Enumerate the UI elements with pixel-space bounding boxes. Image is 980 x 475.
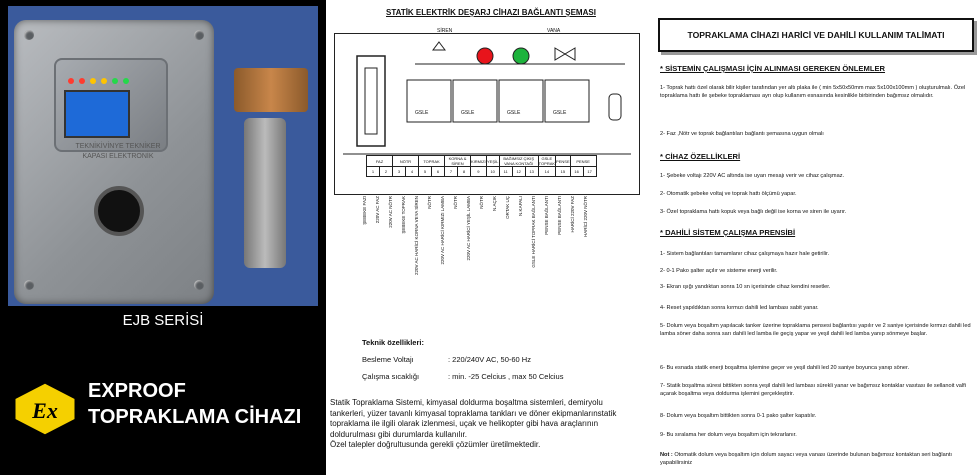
section-title-text: * DAHİLİ SİSTEM ÇALIŞMA PRENSİBİ xyxy=(660,228,796,237)
section-title xyxy=(660,64,885,73)
bolt-icon xyxy=(194,30,204,40)
grounding-cabinet xyxy=(14,20,214,304)
device-name-line1: EXPROOF xyxy=(88,380,186,402)
terminal-description: GSLE HARİCİ TOPRAK BAĞLANTI xyxy=(531,196,536,268)
spec-row xyxy=(362,368,563,385)
list-item: 2- 0-1 Pako şalter açılır ve sisteme enerji verilir. xyxy=(660,268,778,274)
terminal-number: 9 xyxy=(471,167,487,177)
terminal-group: KORNA & SİREN xyxy=(445,156,471,167)
terminal-description: ŞEBEKE TOPRAK xyxy=(401,196,406,234)
list-item: 4- Reset yapıldıktan sonra kırmızı dahili led lambası sabit yanar. xyxy=(660,305,819,311)
list-item: 5- Dolum veya boşaltım yapılacak tanker üzerine topraklama pensesi bağlantısı yapılır ve 2 saniye içerisinde kırmızı dahili led lamba söner daha sonra sarı dahili led lamba ile geçiş yapar ve yeşil dahili led lamba yanıp sönmeye başlar. xyxy=(660,323,971,337)
instructions-title: TOPRAKLAMA CİHAZI HARİCİ VE DAHİLİ KULLANIM TALİMATI xyxy=(658,18,974,52)
specs-title: Teknik özellikleri: xyxy=(362,338,424,347)
spec-row xyxy=(362,351,563,368)
bolt-icon xyxy=(24,30,34,40)
terminal-number: 16 xyxy=(570,167,583,177)
terminal-number: 15 xyxy=(556,167,571,177)
spec-value: : 220/240V AC, 50-60 Hz xyxy=(448,355,531,364)
terminal-number-row xyxy=(367,167,597,177)
note-label: Not : xyxy=(660,452,673,458)
ex-atex-logo-icon xyxy=(12,380,78,438)
list-item: 1- Şebeke voltajı 220V AC altında ise uyarı mesajı verir ve cihaz çalışmaz. xyxy=(660,173,845,179)
red-led-icon xyxy=(79,78,85,84)
terminal-description: 220V AC HARİCİ KORNA VEYA SİREN xyxy=(414,196,419,275)
green-led-icon xyxy=(112,78,118,84)
terminal-group-row xyxy=(367,156,597,167)
terminal-number: 5 xyxy=(419,167,432,177)
terminal-description: ORTAK UÇ xyxy=(505,196,510,219)
green-led-icon xyxy=(123,78,129,84)
list-item: 7- Statik boşaltma süresi bittikten sonra yeşil dahili led lambası sürekli yanar ve bağımsız kontaklar vasıtası ile sellanoit valfi açarak boşaltma veya doldurma işlemini gerçekleştirir. xyxy=(660,383,966,397)
section-title-text: * SİSTEMİN ÇALIŞMASI İÇİN ALINMASI GEREKEN ÖNLEMLER xyxy=(660,64,886,73)
list-item: 2- Faz ,Nötr ve toprak bağlantıları bağlantı şemasına uygun olmalı xyxy=(660,131,824,137)
terminal-description: 220V AC HARİCİ KIRMIZI LAMBA xyxy=(440,196,445,265)
rotary-switch-icon xyxy=(94,186,144,236)
terminal-number: 13 xyxy=(525,167,538,177)
terminal-number: 4 xyxy=(406,167,419,177)
nameplate xyxy=(48,142,188,166)
terminal-number: 10 xyxy=(486,167,499,177)
terminal-number: 7 xyxy=(445,167,458,177)
series-label: EJB SERİSİ xyxy=(122,312,204,329)
note xyxy=(660,451,976,467)
section-title xyxy=(660,228,795,237)
terminal-number: 2 xyxy=(380,167,393,177)
status-leds xyxy=(68,78,129,84)
technical-specs xyxy=(362,334,563,385)
terminal-description: 220V AC FAZ xyxy=(375,196,380,224)
description-text: Statik Topraklama Sistemi, kimyasal doldurma boşaltma sistemleri, demiryolu tankerleri, yüzer tavanlı kimyasal topraklama tankları ve döner ekipmanlarınstatik topraklama ile ilgili olarak izlenmesi, uçak ve helikopter gibi hava araçlarının doldurulması gibi durumlarda kullanılır. xyxy=(330,398,617,439)
terminal-description: N.KAPALI xyxy=(518,196,523,216)
terminal-group: PENSE xyxy=(556,156,571,167)
bolt-icon xyxy=(24,280,34,290)
section-title-text: * CİHAZ ÖZELLİKLERİ xyxy=(660,152,741,161)
terminal-description: HARİCİ 220V NÖTR xyxy=(583,196,588,238)
relay-label: GSLE xyxy=(461,110,475,116)
terminal-number: 8 xyxy=(458,167,471,177)
lcd-screen xyxy=(64,90,130,138)
terminal-group: PENSE xyxy=(570,156,596,167)
terminal-number: 12 xyxy=(512,167,525,177)
terminal-group: FAZ xyxy=(367,156,393,167)
terminal-table xyxy=(366,155,597,177)
terminal-number: 1 xyxy=(367,167,380,177)
instructions-panel xyxy=(650,0,980,475)
note-text: Otomatik dolum veya boşaltım için dolum sayacı veya vanası üzerinde bulunan bağımsız kontaktan seri bağlantı yapabilirsiniz xyxy=(660,452,952,466)
yellow-led-icon xyxy=(90,78,96,84)
svg-text:Ex: Ex xyxy=(32,398,58,423)
device-name xyxy=(88,378,301,430)
list-item: 8- Dolum veya boşaltım bittikten sonra 0-1 pako şalter kapatılır. xyxy=(660,413,817,419)
terminal-description: NÖTR xyxy=(427,196,432,209)
list-item: 2- Otomatik şebeke voltaj ve toprak hattı ölçümü yapar. xyxy=(660,191,797,197)
relay-label: GSLE xyxy=(415,110,429,116)
device-name-line2: TOPRAKLAMA CİHAZI xyxy=(88,406,302,428)
terminal-group: BAĞIMSIZ ÇIKIŞ VANA KONTAĞI xyxy=(499,156,538,167)
terminal-description: 220V AC HARİCİ YEŞİL LAMBA xyxy=(466,196,471,261)
terminal-description: HARİCİ 220V FAZ xyxy=(570,196,575,233)
yellow-led-icon xyxy=(101,78,107,84)
terminal-description: PENSE BAĞLANTI xyxy=(557,196,562,235)
terminal-number: 14 xyxy=(538,167,555,177)
spec-label: Çalışma sıcaklığı xyxy=(362,372,420,381)
terminal-group: YEŞİL xyxy=(486,156,499,167)
product-description xyxy=(330,398,640,451)
schema-title: STATİK ELEKTRİK DEŞARJ CİHAZI BAĞLANTI ŞEMASI xyxy=(386,8,596,17)
nameplate-line: KAPASI ELEKTRONİK xyxy=(82,153,154,160)
list-item: 3- Özel topraklama hattı kopuk veya bağlı değil ise korna ve siren ile uyarır. xyxy=(660,209,847,215)
valve-label: VANA xyxy=(547,28,561,34)
terminal-number: 17 xyxy=(583,167,596,177)
list-item: 1- Toprak hattı özel olarak bilir kişiler tarafından yer altı plaka ile ( min 5x50x50mm max 5x100x100mm ) oluşturulmalı. Özel topraklama hattı ile şebeke topraklaması ayrı olup kullanım esnasında kesinlikle birbirinden bağımsız olmalıdır. xyxy=(660,85,966,99)
connection-schema-panel xyxy=(326,0,646,475)
list-item: 1- Sistem bağlantıları tamamlanır cihaz çalışmaya hazır hale getirilir. xyxy=(660,251,830,257)
terminal-number: 6 xyxy=(432,167,445,177)
relay-label: GSLE xyxy=(507,110,521,116)
terminal-description: ŞEBEKE FAZI xyxy=(362,196,367,225)
terminal-description: NÖTR xyxy=(479,196,484,209)
terminal-group: GSLE TOPRAK xyxy=(538,156,556,166)
list-item: 9- Bu sıralama her dolum veya boşaltım için tekrarlanır. xyxy=(660,432,797,438)
list-item: 3- Ekran ışığı yandıktan sonra 10 sn içerisinde cihaz kendini resetler. xyxy=(660,284,831,290)
list-item: 6- Bu esnada statik enerji boşaltma işlemine geçer ve yeşil dahili led 20 saniye boyunca yanıp söner. xyxy=(660,365,910,371)
terminal-number: 11 xyxy=(499,167,512,177)
terminal-group: KIRMIZI xyxy=(471,156,487,167)
bolt-icon xyxy=(194,280,204,290)
spec-value: : min. -25 Celcius , max 50 Celcius xyxy=(448,372,564,381)
section-title xyxy=(660,152,740,161)
relay-label: GSLE xyxy=(553,110,567,116)
terminal-description: PENSE BAĞLANTI xyxy=(544,196,549,235)
product-panel xyxy=(0,0,326,475)
terminal-group: NÖTR xyxy=(393,156,419,167)
terminal-description: N.AÇIK xyxy=(492,196,497,212)
red-led-icon xyxy=(68,78,74,84)
display-window xyxy=(54,58,168,152)
siren-label: SİREN xyxy=(437,28,453,34)
nameplate-line: TEKNİKİVİNYE TEKNİKER xyxy=(75,143,161,150)
terminal-description: NÖTR xyxy=(453,196,458,209)
spec-label: Besleme Voltajı xyxy=(362,355,414,364)
terminal-group: TOPRAK xyxy=(419,156,445,167)
copper-clamp-jaw xyxy=(234,68,308,112)
grounding-clamp xyxy=(244,118,286,268)
description-note: Özel talepler doğrultusunda gerekli çözümler üretilmektedir. xyxy=(330,440,541,450)
product-photo xyxy=(8,6,318,306)
terminal-description: 220V AC NÖTR xyxy=(388,196,393,228)
terminal-number: 3 xyxy=(393,167,406,177)
